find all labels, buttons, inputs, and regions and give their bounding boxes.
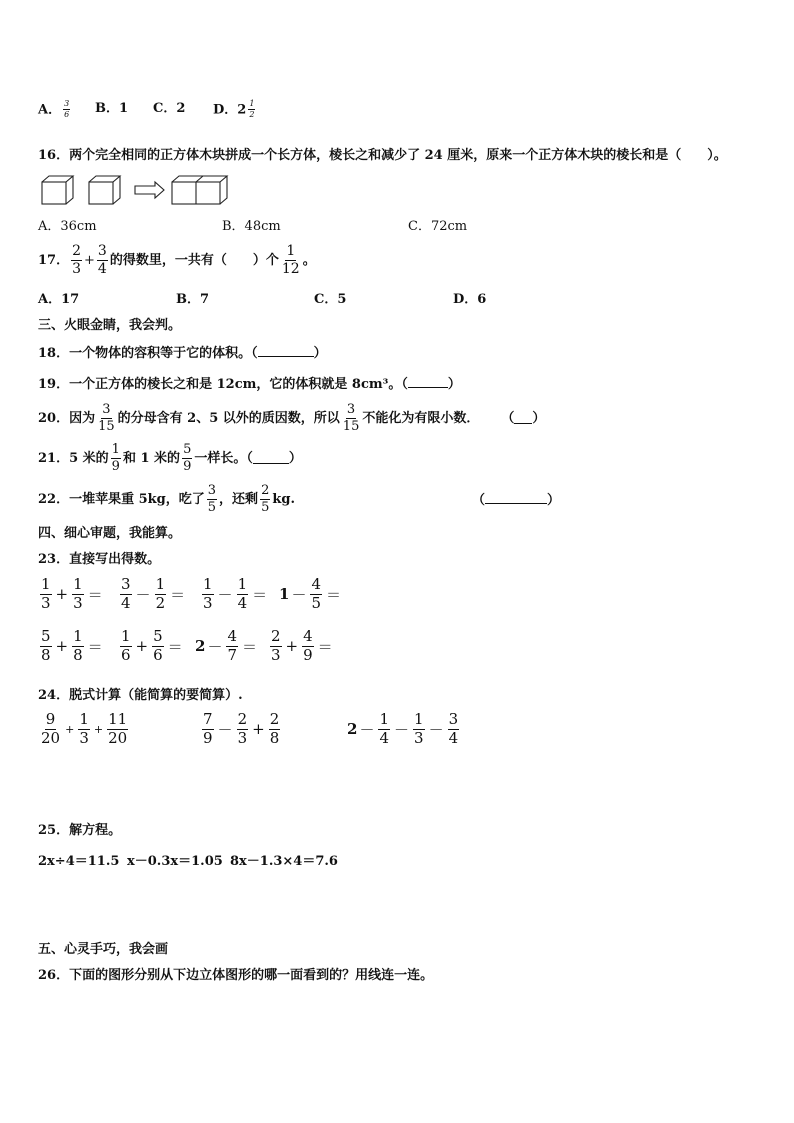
q24-title: 24．脱式计算（能简算的要简算）. [38,688,243,703]
q17-option-c: C．5 [314,292,347,307]
q19-text: 19．一个正方体的棱长之和是 12cm，它的体积就是 8cm³。（ ） [38,377,461,392]
q23-expr-8: $\frac{2}{3}$ + $\frac{4}{9}$ ＝ [271,627,333,664]
q16-option-a: A．36cm [38,219,97,234]
q19-answer-blank[interactable] [408,376,448,388]
q25-equation-3: 8x－1.3×4＝7.6 [230,854,338,869]
section-5-heading: 五、心灵手巧，我会画 [38,942,169,957]
q20-text: 20．因为 $\frac{3}{15}$ 的分母含有 2、5 以外的质因数，所以 $\frac{3}{15}$ 不能化为有限小数． （ ） [38,402,546,434]
q22-answer-blank[interactable] [485,492,547,504]
q16-option-b: B．48cm [222,219,281,234]
q17-option-d: D．6 [453,292,487,307]
q18-text: 18．一个物体的容积等于它的体积。（ ） [38,346,327,361]
q23-expr-2: $\frac{3}{4}$ － $\frac{1}{2}$ ＝ [121,575,186,612]
q23-title: 23．直接写出得数。 [38,552,161,567]
section-4-heading: 四、细心审题，我能算。 [38,526,182,541]
q18-answer-blank[interactable] [258,345,314,357]
cube-diagram [38,172,238,208]
q23-expr-7: 2 － $\frac{4}{7}$ ＝ [195,627,258,664]
q15-option-c: C．2 [153,101,186,116]
q23-expr-5: $\frac{5}{8}$ + $\frac{1}{8}$ ＝ [41,627,103,664]
q25-equation-2: x－0.3x＝1.05 [127,854,223,869]
q22-text: 22．一堆苹果重 5kg，吃了 $\frac{3}{5}$ ，还剩 $\frac{2}{5}$ kg. （ ） [38,483,561,515]
q24-expr-2: $\frac{7}{9}$ － $\frac{2}{3}$ + $\frac{2}{8}$ [203,710,280,747]
q16-option-c: C．72cm [408,219,468,234]
q21-answer-blank[interactable] [253,452,289,464]
q23-expr-6: $\frac{1}{6}$ + $\frac{5}{6}$ ＝ [121,627,183,664]
q24-expr-1: $\frac{9}{20}$ + $\frac{1}{3}$ + $\frac{11}{20}$ [41,710,128,747]
q16-text: 16．两个完全相同的正方体木块拼成一个长方体，棱长之和减少了 24 厘米，原来一个正方体木块的棱长和是（ ）。 [38,148,727,163]
q23-expr-3: $\frac{1}{3}$ － $\frac{1}{4}$ ＝ [203,575,268,612]
q15-option-b: B．1 [95,101,129,116]
section-3-heading: 三、火眼金睛，我会判。 [38,318,182,333]
q17-text: 17． $\frac{2}{3}$ + $\frac{3}{4}$ 的得数里，一共有（ ）个 $\frac{1}{12}$ 。 [38,243,316,277]
q17-option-b: B．7 [176,292,210,307]
q21-text: 21．5 米的 $\frac{1}{9}$ 和 1 米的 $\frac{5}{9}$ 一样长。（ ） [38,442,302,474]
q23-expr-1: $\frac{1}{3}$ + $\frac{1}{3}$ ＝ [41,575,103,612]
q25-equation-1: 2x÷4＝11.5 [38,854,120,869]
q23-expr-4: 1 － $\frac{4}{5}$ ＝ [279,575,342,612]
q24-expr-3: 2 － $\frac{1}{4}$ － $\frac{1}{3}$ － $\frac{3}{4}$ [347,710,459,747]
q17-option-a: A．17 [38,292,80,307]
q15-option-d: D．2 $\frac{1}{2}$ [213,99,255,120]
q26-text: 26．下面的图形分别从下边立体图形的哪一面看到的？用线连一连。 [38,968,434,983]
q25-title: 25．解方程。 [38,823,122,838]
q20-answer-blank[interactable] [514,412,532,424]
q15-option-a: A． $\frac{3}{6}$ [38,99,70,120]
